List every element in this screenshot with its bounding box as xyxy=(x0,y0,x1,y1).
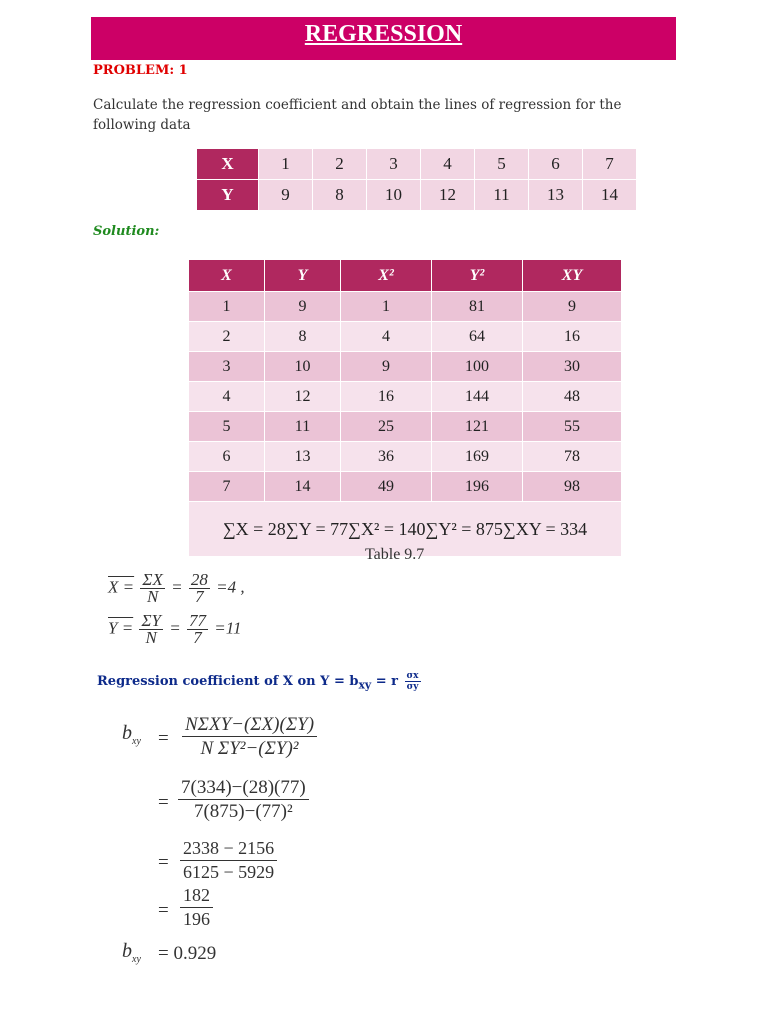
table-cell: 5 xyxy=(189,412,265,442)
data-row-x-label: X xyxy=(197,149,259,180)
mean-x-frac xyxy=(140,572,165,605)
table-cell: 64 xyxy=(432,322,523,352)
data-cell: 7 xyxy=(583,149,637,180)
table-row xyxy=(189,442,622,472)
table-row xyxy=(189,412,622,442)
table-caption: Table 9.7 xyxy=(365,546,425,563)
table-cell: 12 xyxy=(265,382,341,412)
table-cell: 11 xyxy=(265,412,341,442)
data-row-y-label: Y xyxy=(197,180,259,211)
mean-y-lhs: Y = xyxy=(108,618,134,638)
data-cell: 8 xyxy=(313,180,367,211)
mean-x-den: N xyxy=(146,587,159,606)
bxy-sub: xy xyxy=(132,736,141,747)
table-cell: 8 xyxy=(265,322,341,352)
table-cell: 144 xyxy=(432,382,523,412)
calc-header-row xyxy=(189,260,622,292)
table-cell: 36 xyxy=(341,442,432,472)
mean-y-den2: 7 xyxy=(193,628,202,647)
data-cell: 5 xyxy=(475,149,529,180)
data-cell: 4 xyxy=(421,149,475,180)
problem-label: PROBLEM: 1 xyxy=(93,63,188,78)
calc-table xyxy=(188,259,622,557)
bxy-label xyxy=(122,722,141,747)
step4-den: 196 xyxy=(183,909,210,929)
step1-den: N ΣY²−(ΣY)² xyxy=(200,738,299,759)
coef-heading-num: σx xyxy=(406,671,419,681)
data-cell: 6 xyxy=(529,149,583,180)
mean-x-equation xyxy=(108,572,245,605)
table-cell: 121 xyxy=(432,412,523,442)
data-cell: 1 xyxy=(259,149,313,180)
step4-num: 182 xyxy=(180,884,213,908)
table-cell: 3 xyxy=(189,352,265,382)
table-cell: 30 xyxy=(523,352,622,382)
table-cell: 10 xyxy=(265,352,341,382)
data-cell: 14 xyxy=(583,180,637,211)
question-text: Calculate the regression coefficient and obtain the lines of regression for the following data xyxy=(93,97,622,133)
table-cell: 7 xyxy=(189,472,265,502)
table-cell: 9 xyxy=(523,292,622,322)
step3-den: 6125 − 5929 xyxy=(183,862,275,882)
data-cell: 12 xyxy=(421,180,475,211)
calc-header-y: Y xyxy=(265,260,341,292)
step1-fraction xyxy=(182,713,317,760)
data-cell: 11 xyxy=(475,180,529,211)
step3-fraction xyxy=(180,837,277,884)
table-cell: 16 xyxy=(341,382,432,412)
table-cell: 1 xyxy=(189,292,265,322)
mean-y-frac2 xyxy=(187,613,208,646)
step2-den: 7(875)−(77)² xyxy=(193,801,293,822)
mean-x-num2: 28 xyxy=(190,570,208,589)
calc-header-y2: Y² xyxy=(432,260,523,292)
table-cell: 81 xyxy=(432,292,523,322)
coef-heading-mid: = r xyxy=(371,674,398,689)
step3-eq: = xyxy=(158,852,169,873)
table-row xyxy=(189,382,622,412)
table-row xyxy=(189,472,622,502)
table-row xyxy=(189,292,622,322)
mean-x-eq: = xyxy=(171,577,183,597)
mean-y-frac xyxy=(139,613,163,646)
table-cell: 9 xyxy=(341,352,432,382)
table-cell: 100 xyxy=(432,352,523,382)
mean-x-frac2 xyxy=(189,572,210,605)
table-cell: 78 xyxy=(523,442,622,472)
mean-y-num2: 77 xyxy=(188,611,206,630)
data-cell: 9 xyxy=(259,180,313,211)
table-cell: 48 xyxy=(523,382,622,412)
step4-fraction xyxy=(180,884,213,931)
mean-y-equation xyxy=(108,613,241,646)
table-cell: 9 xyxy=(265,292,341,322)
data-cell: 3 xyxy=(367,149,421,180)
table-cell: 1 xyxy=(341,292,432,322)
calc-header-x: X xyxy=(189,260,265,292)
table-cell: 6 xyxy=(189,442,265,472)
data-cell: 10 xyxy=(367,180,421,211)
sums-cell: ∑X = 28∑Y = 77∑X² = 140∑Y² = 875∑XY = 334 xyxy=(189,502,622,557)
mean-y-eq: = xyxy=(169,618,181,638)
table-row xyxy=(189,322,622,352)
step1-num: NΣXY−(ΣX)(ΣY) xyxy=(182,713,317,737)
data-row-x xyxy=(197,149,637,180)
step1-eq: = xyxy=(158,728,169,749)
mean-x-den2: 7 xyxy=(195,587,204,606)
mean-y-result: =11 xyxy=(214,618,242,638)
step2-num: 7(334)−(28)(77) xyxy=(178,776,309,800)
table-cell: 196 xyxy=(432,472,523,502)
data-row-y xyxy=(197,180,637,211)
step2-fraction xyxy=(178,776,309,823)
table-cell: 49 xyxy=(341,472,432,502)
bxy-result: = 0.929 xyxy=(158,943,217,964)
table-cell: 4 xyxy=(189,382,265,412)
coef-heading-frac xyxy=(405,671,421,692)
page-title: REGRESSION xyxy=(304,21,463,47)
mean-y-den: N xyxy=(145,628,157,647)
table-cell: 55 xyxy=(523,412,622,442)
title-banner xyxy=(91,17,676,60)
table-cell: 25 xyxy=(341,412,432,442)
table-row xyxy=(189,352,622,382)
table-cell: 2 xyxy=(189,322,265,352)
calc-header-x2: X² xyxy=(341,260,432,292)
data-cell: 13 xyxy=(529,180,583,211)
calc-header-xy: XY xyxy=(523,260,622,292)
mean-x-lhs: X = xyxy=(108,577,135,597)
step3-num: 2338 − 2156 xyxy=(180,837,277,861)
bxy-symbol: b xyxy=(122,722,132,744)
mean-x-num: ΣX xyxy=(142,570,163,589)
table-cell: 169 xyxy=(432,442,523,472)
table-cell: 13 xyxy=(265,442,341,472)
step4-eq: = xyxy=(158,900,169,921)
table-cell: 4 xyxy=(341,322,432,352)
data-cell: 2 xyxy=(313,149,367,180)
data-table xyxy=(196,148,637,211)
table-cell: 14 xyxy=(265,472,341,502)
solution-label: Solution: xyxy=(93,224,160,239)
coef-heading-den: σy xyxy=(406,682,419,692)
mean-y-num: ΣY xyxy=(141,611,161,630)
bxy-result-label xyxy=(122,940,141,965)
bxy-result-symbol: b xyxy=(122,940,132,962)
step2-eq: = xyxy=(158,792,169,813)
table-cell: 16 xyxy=(523,322,622,352)
bxy-result-sub: xy xyxy=(132,954,141,965)
coef-heading-text: Regression coefficient of X on Y = b xyxy=(97,674,359,689)
coef-heading xyxy=(97,671,423,692)
table-cell: 98 xyxy=(523,472,622,502)
coef-heading-sub: xy xyxy=(358,678,372,692)
mean-x-result: =4 , xyxy=(216,577,245,597)
